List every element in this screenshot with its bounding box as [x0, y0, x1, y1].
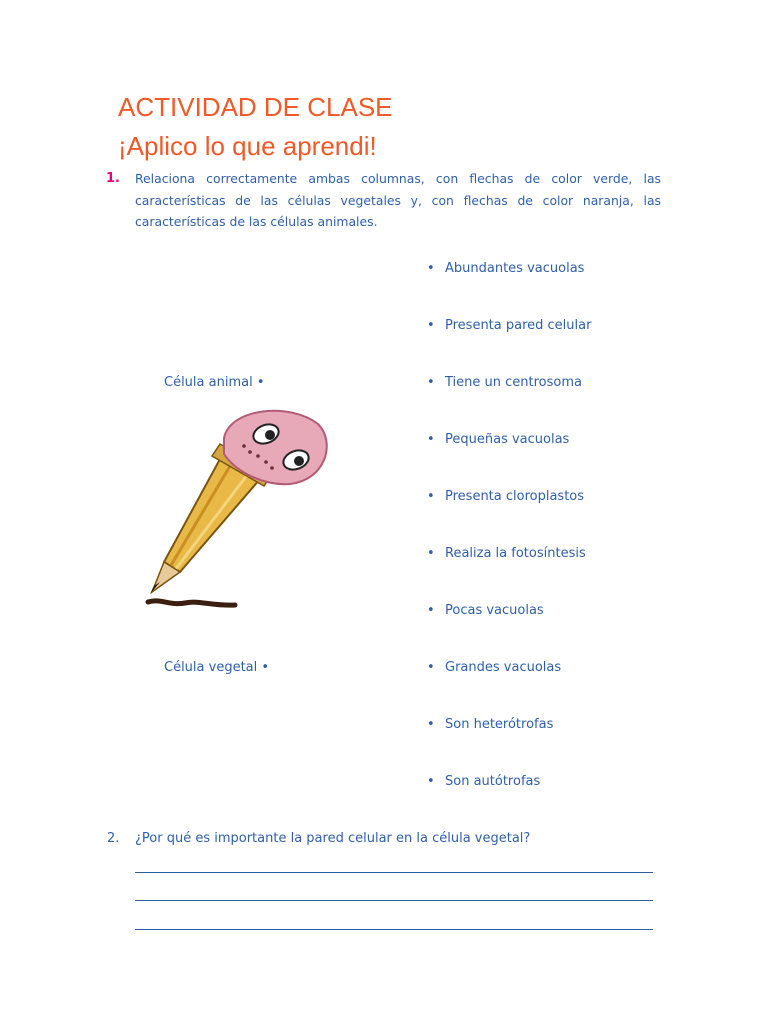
bullet: • — [427, 375, 435, 390]
right-item — [427, 261, 584, 276]
bullet: • — [427, 603, 435, 618]
bullet: • — [427, 261, 435, 276]
answer-line[interactable] — [135, 900, 653, 901]
right-item — [427, 318, 591, 333]
bullet: • — [427, 660, 435, 675]
right-item — [427, 432, 569, 447]
bullet: • — [427, 774, 435, 789]
page-subtitle: ¡Aplico lo que aprendi! — [118, 131, 377, 161]
right-item-label: Presenta pared celular — [445, 318, 592, 333]
bullet: • — [427, 717, 435, 732]
right-item-label: Grandes vacuolas — [445, 660, 562, 675]
question-1-number: 1. — [106, 171, 120, 186]
right-item — [427, 660, 561, 675]
pencil-cartoon-icon — [140, 402, 340, 622]
bullet: • — [427, 318, 435, 333]
left-label-celula-animal: Célula animal • — [164, 375, 265, 390]
question-2-text: ¿Por qué es importante la pared celular en la célula vegetal? — [135, 831, 531, 846]
right-item-label: Pequeñas vacuolas — [445, 432, 570, 447]
question-2-number: 2. — [107, 831, 120, 846]
answer-line[interactable] — [135, 872, 653, 873]
right-item — [427, 546, 586, 561]
right-item-label: Son heterótrofas — [445, 717, 554, 732]
bullet: • — [427, 546, 435, 561]
right-item-label: Pocas vacuolas — [445, 603, 544, 618]
bullet: • — [427, 432, 435, 447]
right-item — [427, 603, 544, 618]
right-item-label: Realiza la fotosíntesis — [445, 546, 586, 561]
left-label-celula-vegetal: Célula vegetal • — [164, 660, 270, 675]
bullet: • — [427, 489, 435, 504]
page-title: ACTIVIDAD DE CLASE — [118, 92, 393, 122]
right-item-label: Presenta cloroplastos — [445, 489, 585, 504]
right-item-label: Abundantes vacuolas — [445, 261, 585, 276]
right-item — [427, 489, 584, 504]
right-item-label: Son autótrofas — [445, 774, 541, 789]
right-item-label: Tiene un centrosoma — [445, 375, 582, 390]
right-item — [427, 774, 540, 789]
question-1-text: Relaciona correctamente ambas columnas, con flechas de color verde, las características de las células vegetales y, con flechas de color naranja, las características de las células animales. — [135, 171, 661, 229]
right-item — [427, 375, 582, 390]
answer-line[interactable] — [135, 929, 653, 930]
right-item — [427, 717, 553, 732]
